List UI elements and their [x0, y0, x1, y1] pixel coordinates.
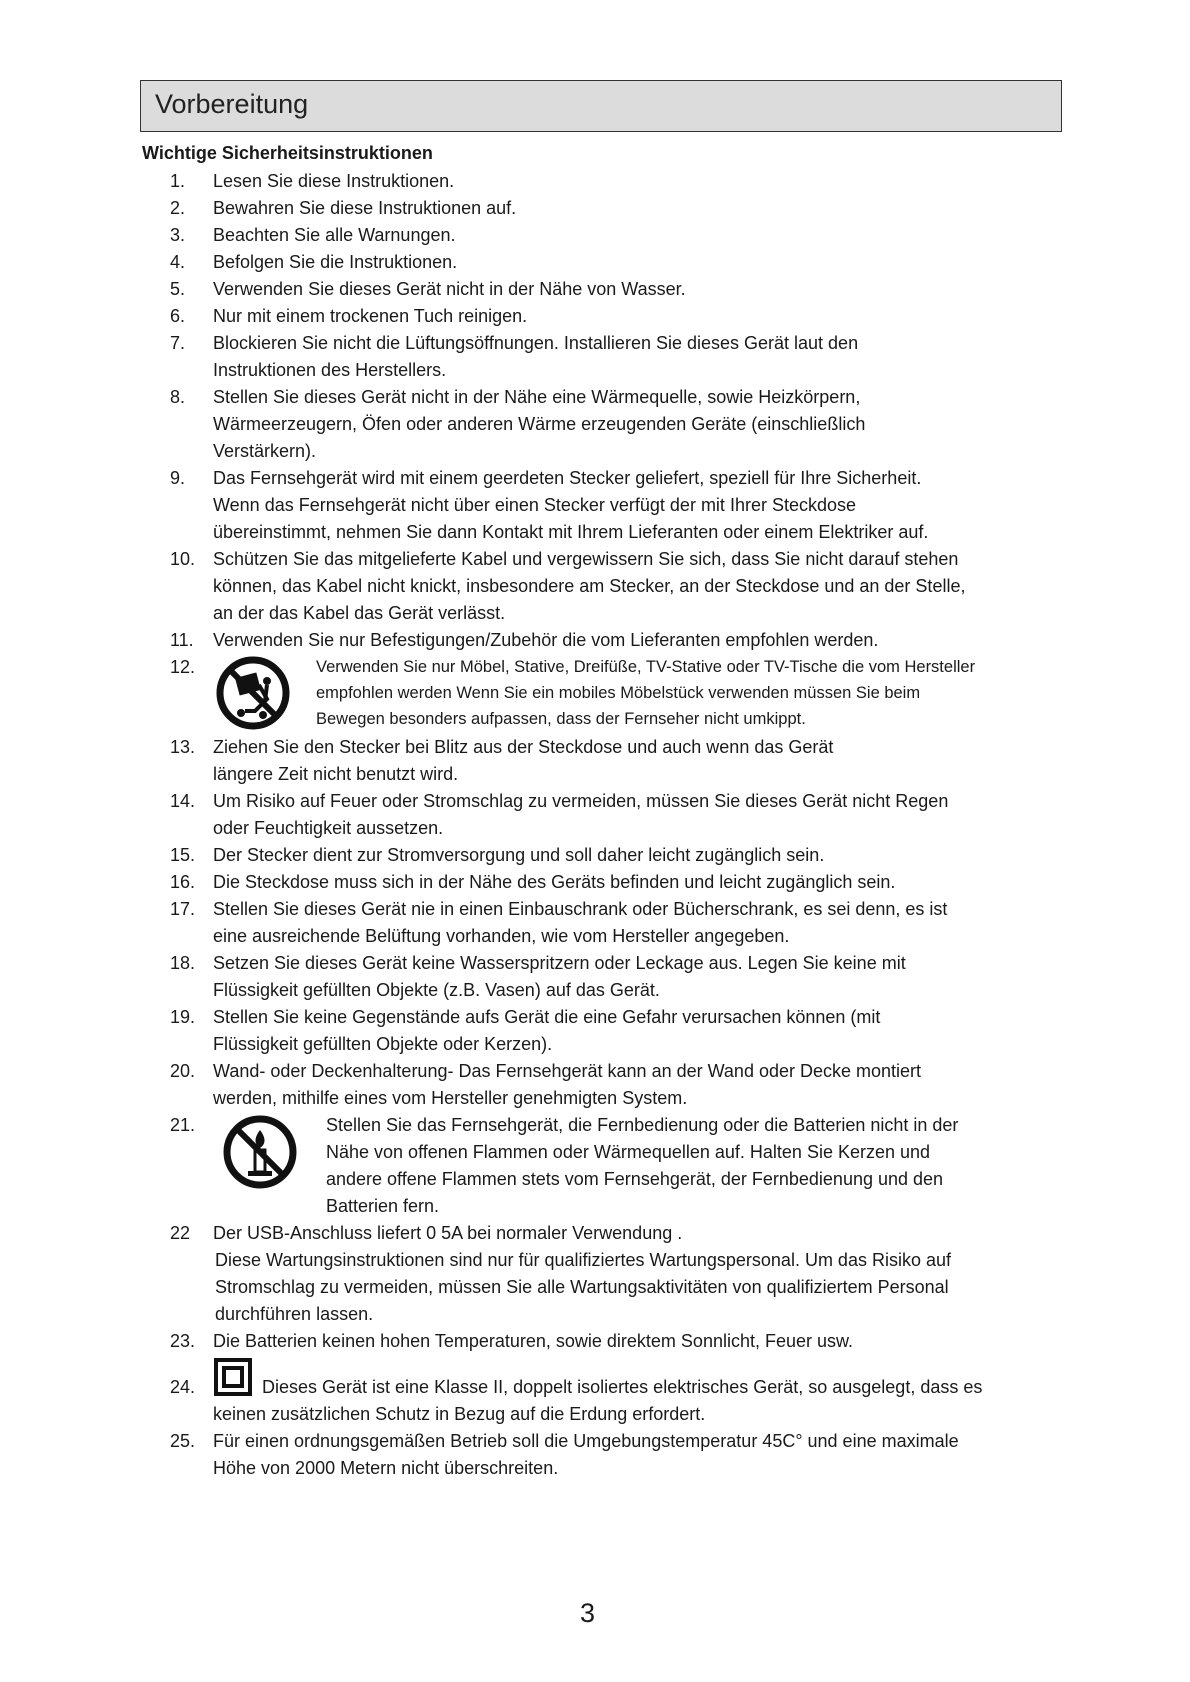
item-text-line: Wärmeerzeugern, Öfen oder anderen Wärme erzeugenden Geräte (einschließlich [213, 414, 866, 434]
item-text-line: Der USB-Anschluss liefert 0 5A bei normaler Verwendung . [213, 1223, 683, 1243]
item-text-line: andere offene Flammen stets vom Fernsehgerät, der Fernbedienung und den [326, 1169, 944, 1189]
item-text-line: Blockieren Sie nicht die Lüftungsöffnungen. Installieren Sie dieses Gerät laut den [213, 333, 859, 353]
item-number: 2. [170, 198, 186, 218]
item-text-line: Verwenden Sie dieses Gerät nicht in der Nähe von Wasser. [213, 279, 686, 299]
item-text-line: Dieses Gerät ist eine Klasse II, doppelt isoliertes elektrisches Gerät, so ausgelegt, dass es [262, 1377, 983, 1397]
item-number: 7. [170, 333, 186, 353]
item-text-line: Setzen Sie dieses Gerät keine Wasserspritzern oder Leckage aus. Legen Sie keine mit [213, 953, 906, 973]
item-number: 25. [170, 1431, 196, 1451]
item-number: 12. [170, 657, 196, 677]
item-text-line: Ziehen Sie den Stecker bei Blitz aus der Steckdose und auch wenn das Gerät [213, 737, 834, 757]
item-number: 21. [170, 1115, 196, 1135]
item-text-line: Verstärkern). [213, 441, 317, 461]
item-number: 10. [170, 549, 196, 569]
item-text-line: Diese Wartungsinstruktionen sind nur für qualifiziertes Wartungspersonal. Um das Risiko auf [215, 1250, 951, 1270]
section-title: Vorbereitung [155, 89, 309, 119]
item-text-line: Batterien fern. [326, 1196, 440, 1216]
item-text-line: Um Risiko auf Feuer oder Stromschlag zu vermeiden, müssen Sie dieses Gerät nicht Regen [213, 791, 949, 811]
item-text-line: Für einen ordnungsgemäßen Betrieb soll die Umgebungstemperatur 45C° und eine maximale [213, 1431, 959, 1451]
item-number: 8. [170, 387, 186, 407]
item-text-line: Höhe von 2000 Metern nicht überschreiten. [213, 1458, 559, 1478]
item-text-line: keinen zusätzlichen Schutz in Bezug auf die Erdung erfordert. [213, 1404, 706, 1424]
item-text-line: Flüssigkeit gefüllten Objekte (z.B. Vasen) auf das Gerät. [213, 980, 660, 1000]
item-number: 5. [170, 279, 186, 299]
item-number: 18. [170, 953, 196, 973]
item-text-line: Nähe von offenen Flammen oder Wärmequellen auf. Halten Sie Kerzen und [326, 1142, 931, 1162]
item-number: 22 [170, 1223, 191, 1243]
item-number: 17. [170, 899, 196, 919]
class-ii-double-insulation-icon [214, 1358, 252, 1396]
item-text-line: Stellen Sie keine Gegenstände aufs Gerät die eine Gefahr verursachen können (mit [213, 1007, 881, 1027]
item-text-line: übereinstimmt, nehmen Sie dann Kontakt mit Ihrem Lieferanten oder einem Elektriker auf. [213, 522, 929, 542]
item-text-line: können, das Kabel nicht knickt, insbesondere am Stecker, an der Steckdose und an der Stelle, [213, 576, 966, 596]
item-number: 13. [170, 737, 196, 757]
item-text-line: Die Steckdose muss sich in der Nähe des Geräts befinden und leicht zugänglich sein. [213, 872, 896, 892]
item-number: 15. [170, 845, 196, 865]
item-number: 16. [170, 872, 196, 892]
item-text-line: Befolgen Sie die Instruktionen. [213, 252, 458, 272]
item-text-line: Bewegen besonders aufpassen, dass der Fernseher nicht umkippt. [316, 710, 806, 728]
item-text-line: Flüssigkeit gefüllten Objekte oder Kerzen). [213, 1034, 553, 1054]
item-number: 24. [170, 1377, 196, 1397]
section-header [140, 80, 1062, 132]
item-text-line: Verwenden Sie nur Befestigungen/Zubehör die vom Lieferanten empfohlen werden. [213, 630, 879, 650]
item-text-line: Wand- oder Deckenhalterung- Das Fernsehgerät kann an der Wand oder Decke montiert [213, 1061, 922, 1081]
item-text-line: längere Zeit nicht benutzt wird. [213, 764, 459, 784]
item-text-line: an der das Kabel das Gerät verlässt. [213, 603, 506, 623]
no-open-flame-icon [222, 1114, 298, 1190]
item-text-line: eine ausreichende Belüftung vorhanden, wie vom Hersteller angegeben. [213, 926, 790, 946]
item-text-line: empfohlen werden Wenn Sie ein mobiles Möbelstück verwenden müssen Sie beim [316, 684, 921, 702]
item-text-line: Lesen Sie diese Instruktionen. [213, 171, 455, 191]
item-text-line: Das Fernsehgerät wird mit einem geerdeten Stecker geliefert, speziell für Ihre Sicherheit. [213, 468, 922, 488]
item-number: 11. [170, 630, 194, 650]
item-text-line: Stromschlag zu vermeiden, müssen Sie alle Wartungsaktivitäten von qualifiziertem Personal [215, 1277, 949, 1297]
item-text-line: oder Feuchtigkeit aussetzen. [213, 818, 444, 838]
item-number: 23. [170, 1331, 196, 1351]
item-text-line: Instruktionen des Herstellers. [213, 360, 447, 380]
item-text-line: Die Batterien keinen hohen Temperaturen, sowie direktem Sonnlicht, Feuer usw. [213, 1331, 854, 1351]
item-number: 9. [170, 468, 186, 488]
item-text-line: Wenn das Fernsehgerät nicht über einen Stecker verfügt der mit Ihrer Steckdose [213, 495, 856, 515]
item-number: 6. [170, 306, 186, 326]
item-text-line: Verwenden Sie nur Möbel, Stative, Dreifüße, TV-Stative oder TV-Tische die vom Hersteller [316, 658, 976, 676]
item-number: 14. [170, 791, 196, 811]
page-number: 3 [580, 1598, 596, 1628]
no-cart-tip-over-icon [215, 655, 291, 731]
item-number: 1. [170, 171, 186, 191]
item-text-line: Der Stecker dient zur Stromversorgung und soll daher leicht zugänglich sein. [213, 845, 825, 865]
item-text-line: Schützen Sie das mitgelieferte Kabel und vergewissern Sie sich, dass Sie nicht darauf stehen [213, 549, 959, 569]
item-text-line: durchführen lassen. [215, 1304, 374, 1324]
item-number: 20. [170, 1061, 196, 1081]
subtitle: Wichtige Sicherheitsinstruktionen [142, 143, 433, 163]
item-number: 3. [170, 225, 186, 245]
item-text-line: werden, mithilfe eines vom Hersteller genehmigten System. [213, 1088, 688, 1108]
item-text-line: Bewahren Sie diese Instruktionen auf. [213, 198, 517, 218]
item-text-line: Nur mit einem trockenen Tuch reinigen. [213, 306, 528, 326]
item-text-line: Stellen Sie dieses Gerät nie in einen Einbauschrank oder Bücherschrank, es sei denn, es ist [213, 899, 948, 919]
item-text-line: Stellen Sie das Fernsehgerät, die Fernbedienung oder die Batterien nicht in der [326, 1115, 959, 1135]
item-number: 19. [170, 1007, 196, 1027]
item-text-line: Beachten Sie alle Warnungen. [213, 225, 456, 245]
item-number: 4. [170, 252, 186, 272]
item-text-line: Stellen Sie dieses Gerät nicht in der Nähe eine Wärmequelle, sowie Heizkörpern, [213, 387, 861, 407]
